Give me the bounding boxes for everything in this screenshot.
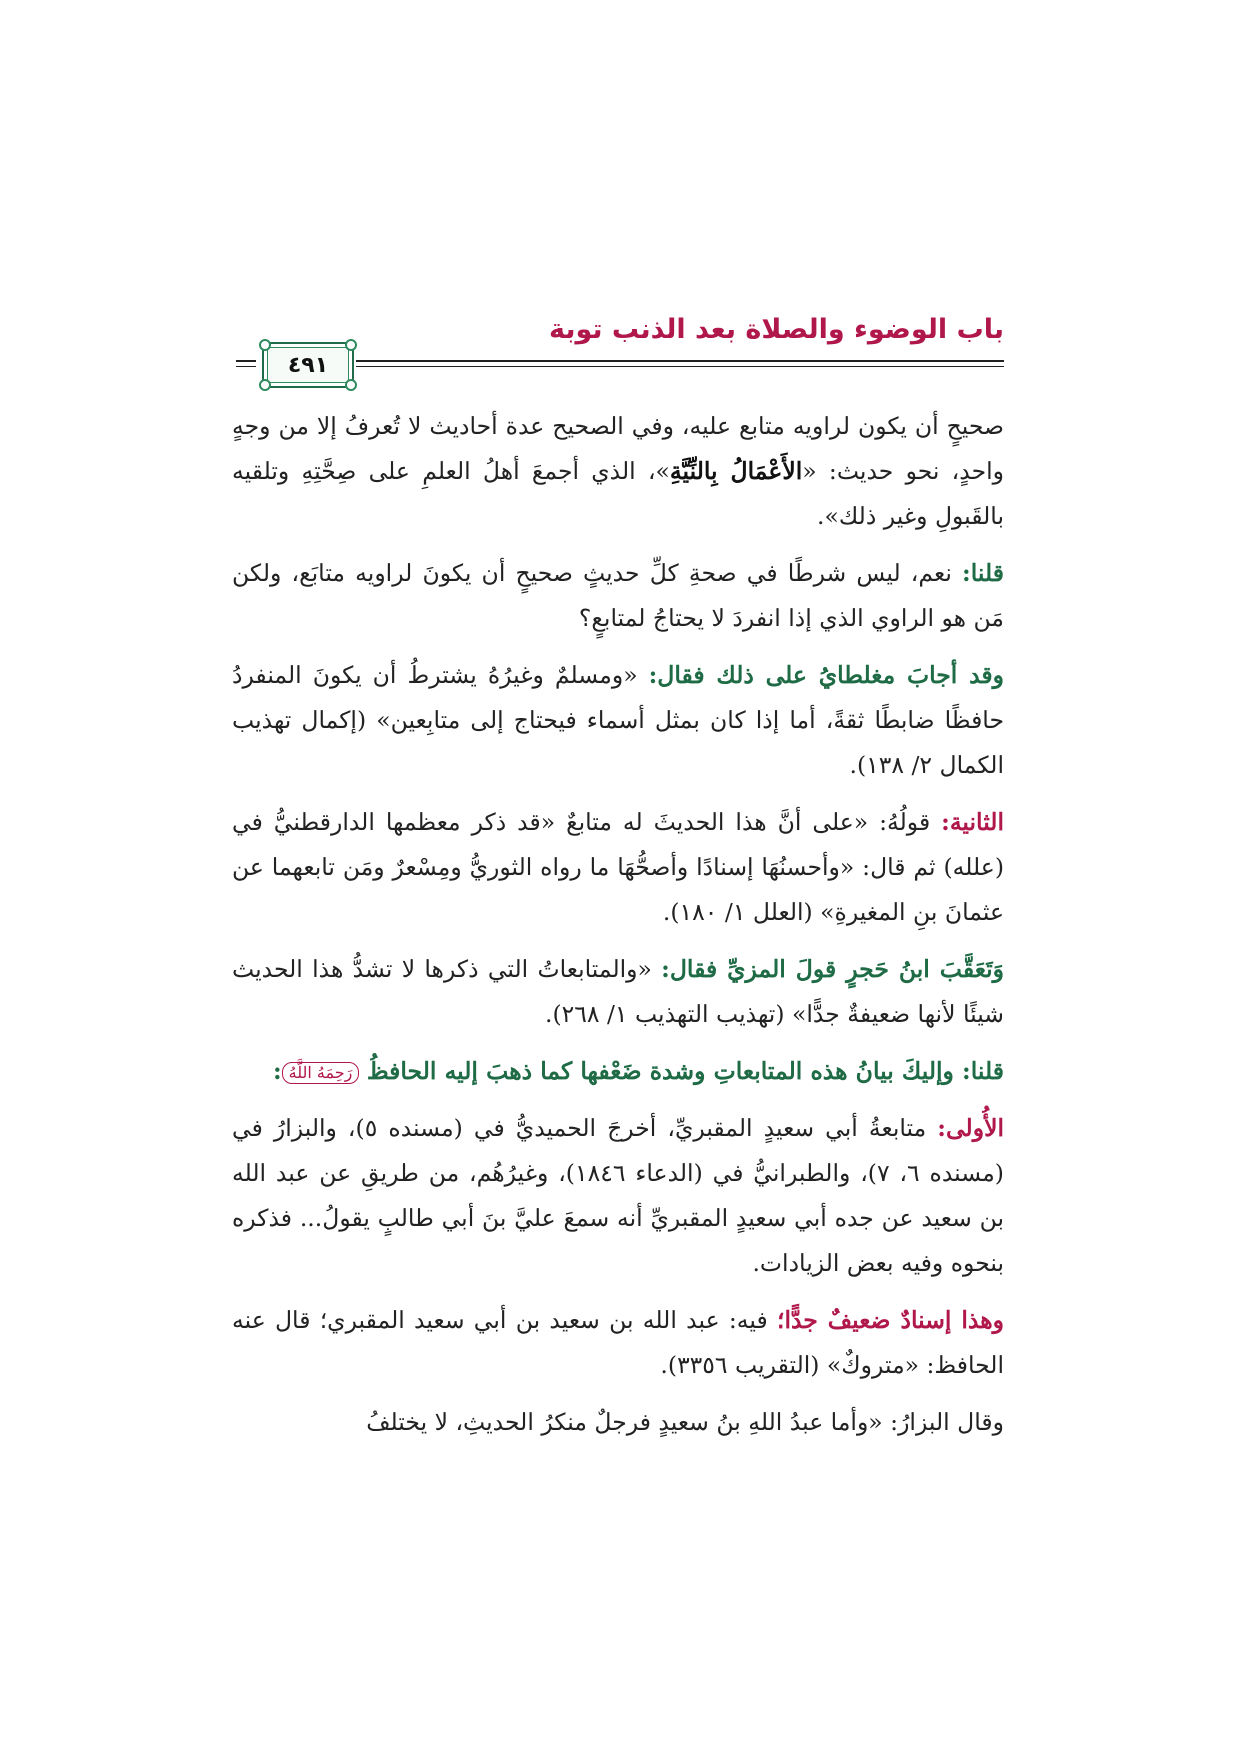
paragraph-text: »، الذي أجمعَ أهلُ العلمِ على صِحَّتِهِ وتلقيه بالقَبولِ وغير ذلك». (232, 457, 1004, 530)
paragraph-text: نعم، ليس شرطًا في صحةِ كلِّ حديثٍ صحيحٍ أن يكونَ لراويه متابَع، ولكن مَن هو الراوي الذي إذا انفردَ لا يحتاجُ لمتابعٍ؟ (232, 559, 1004, 632)
paragraph-text: فيه: عبد الله بن سعيد بن أبي سعيد المقبري؛ قال عنه الحافظ: «متروكٌ» (التقريب ٣٣٥٦). (232, 1306, 1004, 1379)
paragraph (232, 800, 1004, 935)
paragraph-label: قلنا: (962, 559, 1004, 587)
page-body (232, 404, 1004, 1457)
paragraph-text: صحيحٍ أن يكون لراويه متابع عليه، وفي الصحيح عدة أحاديث لا تُعرفُ إلا من وجهٍ واحدٍ، نحو حديث: « (232, 412, 1004, 485)
paragraph (232, 551, 1004, 641)
paragraph-text: متابعةُ أبي سعيدٍ المقبريِّ، أخرجَ الحميديُّ في (مسنده ٥)، والبزارُ في (مسنده ٦، ٧)، والطبرانيُّ في (الدعاء ١٨٤٦)، وغيرُهُم، من طريقِ عن عبد الله بن سعيد عن جده أبي سعيدٍ المقبريِّ أنه سمعَ عليَّ بنَ أبي طالبٍ يقولُ... فذكره بنحوه وفيه بعض الزيادات. (232, 1114, 1004, 1277)
paragraph-text: «والمتابعاتُ التي ذكرها لا تشدُّ هذا الحديث شيئًا لأنها ضعيفةٌ جدًّا» (تهذيب التهذيب ١/ ٢٦٨). (232, 955, 1004, 1028)
honorific-icon: رَحِمَهُ اللَّهُ (282, 1062, 360, 1084)
ornament-icon (345, 339, 357, 351)
paragraph-text: «ومسلمٌ وغيرُهُ يشترطُ أن يكونَ المنفردُ حافظًا ضابطًا ثقةً، أما إذا كان بمثل أسماء فيحتاج إلى متابِعين» (إكمال تهذيب الكمال ٢/ ١٣٨). (232, 661, 1004, 779)
header-rule-left-thin (236, 366, 256, 367)
running-title: باب الوضوء والصلاة بعد الذنب توبة (548, 314, 1004, 345)
paragraph (232, 1400, 1004, 1445)
paragraph (232, 1298, 1004, 1388)
page-number: ٤٩١ (287, 352, 329, 378)
paragraph-text: وقال البزارُ: «وأما عبدُ اللهِ بنُ سعيدٍ فرجلٌ منكرُ الحديثِ، لا يختلفُ (366, 1408, 1004, 1436)
page-header (236, 314, 1004, 394)
paragraph-label: قلنا: (962, 1057, 1004, 1085)
paragraph (232, 1106, 1004, 1286)
paragraph-label: الثانية: (941, 808, 1004, 836)
paragraph (232, 1049, 1004, 1094)
paragraph-text: قولُهُ: «على أنَّ هذا الحديثَ له متابعٌ «قد ذكر معظمها الدارقطنيُّ في (علله) ثم قال: «وأحسنُهَا إسنادًا وأصحُّهَا ما رواه الثوريُّ ومِسْعرٌ ومَن تابعهما عن عثمانَ بنِ المغيرةِ» (العلل ١/ ١٨٠). (232, 808, 1004, 926)
paragraph (232, 653, 1004, 788)
paragraph-label: وقد أجابَ مغلطايُ على ذلك فقال: (648, 661, 1004, 689)
paragraph-label: الأُولى: (937, 1114, 1004, 1142)
hadith-quote: الأَعْمَالُ بِالنِّيَّةِ (669, 457, 803, 485)
header-rule (356, 360, 1004, 362)
paragraph (232, 947, 1004, 1037)
paragraph (232, 404, 1004, 539)
ornament-icon (259, 379, 271, 391)
paragraph-label: وَتَعَقَّبَ ابنُ حَجرٍ قولَ المزيِّ فقال: (661, 955, 1004, 983)
ornament-icon (345, 379, 357, 391)
header-rule-thin (356, 366, 1004, 367)
page-number-frame (262, 342, 354, 388)
paragraph-text: : (272, 1057, 282, 1085)
paragraph-heading: وإليكَ بيانُ هذه المتابعاتِ وشدة ضَعْفها كما ذهبَ إليه الحافظُ (366, 1057, 963, 1085)
paragraph-label: وهذا إسنادٌ ضعيفٌ جدًّا؛ (776, 1306, 1005, 1334)
header-rule-left (236, 360, 256, 362)
ornament-icon (259, 339, 271, 351)
